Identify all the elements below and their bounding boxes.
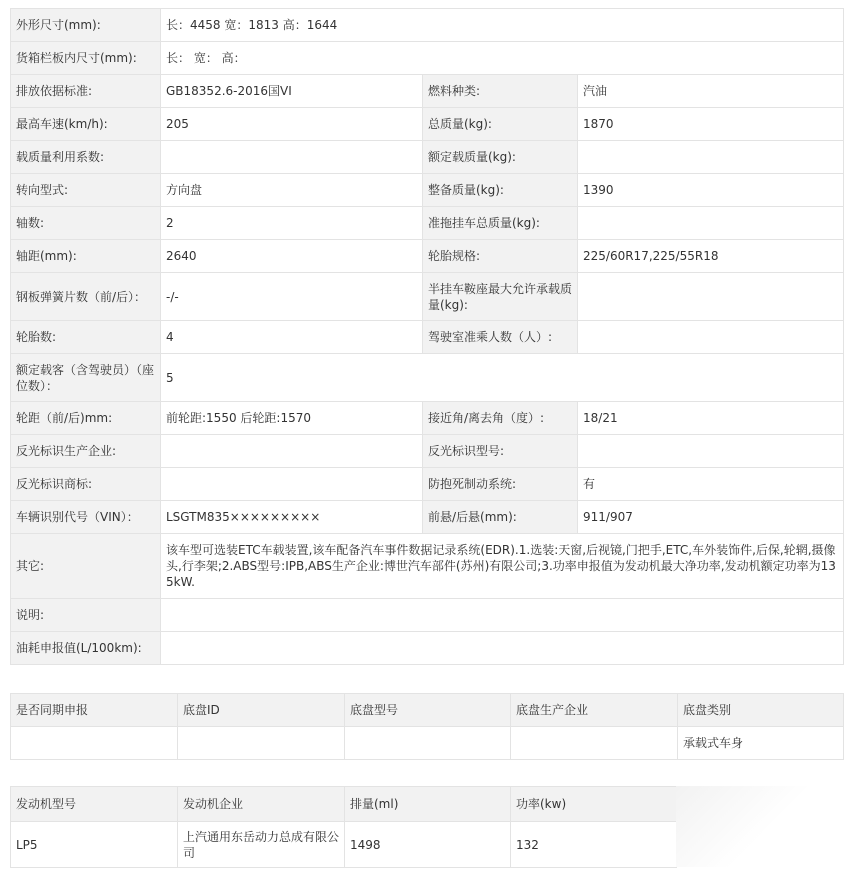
engine-displacement-value: 1498	[345, 822, 511, 868]
engine-header-power: 功率(kw)	[511, 787, 677, 822]
cab-passengers-label: 驾驶室准乘人数（人）:	[423, 321, 578, 354]
spec-row	[11, 207, 844, 240]
abs-label: 防抱死制动系统:	[423, 468, 578, 501]
rated-load-value	[578, 141, 844, 174]
table-fade-decoration	[676, 786, 843, 867]
saddle-load-label: 半挂车鞍座最大允许承载质量(kg):	[423, 273, 578, 321]
chassis-type-value: 承载式车身	[678, 727, 844, 760]
chassis-header-id: 底盘ID	[178, 694, 345, 727]
total-mass-label: 总质量(kg):	[423, 108, 578, 141]
spec-row	[11, 174, 844, 207]
spec-row	[11, 435, 844, 468]
reflect-model-value	[578, 435, 844, 468]
seats-value: 5	[161, 354, 844, 402]
spec-row	[11, 468, 844, 501]
vehicle-spec-table	[10, 8, 844, 665]
reflect-brand-value	[161, 468, 423, 501]
spec-row	[11, 273, 844, 321]
spec-row	[11, 9, 844, 42]
track-label: 轮距（前/后)mm:	[11, 402, 161, 435]
chassis-header-model: 底盘型号	[345, 694, 511, 727]
tire-spec-value: 225/60R17,225/55R18	[578, 240, 844, 273]
spec-row	[11, 240, 844, 273]
emission-label: 排放依据标准:	[11, 75, 161, 108]
spec-row	[11, 402, 844, 435]
steering-label: 转向型式:	[11, 174, 161, 207]
dimensions-value: 长：4458 宽：1813 高：1644	[161, 9, 844, 42]
steering-value: 方向盘	[161, 174, 423, 207]
tire-spec-label: 轮胎规格:	[423, 240, 578, 273]
tires-value: 4	[161, 321, 423, 354]
tires-label: 轮胎数:	[11, 321, 161, 354]
chassis-header-sync: 是否同期申报	[11, 694, 178, 727]
chassis-data-row	[11, 727, 844, 760]
overhang-label: 前悬/后悬(mm):	[423, 501, 578, 534]
total-mass-value: 1870	[578, 108, 844, 141]
reflect-brand-label: 反光标识商标:	[11, 468, 161, 501]
seats-label: 额定载客（含驾驶员）（座位数）：	[11, 354, 161, 402]
spec-row	[11, 141, 844, 174]
reflect-model-label: 反光标识型号:	[423, 435, 578, 468]
angle-label: 接近角/离去角（度）:	[423, 402, 578, 435]
top-speed-value: 205	[161, 108, 423, 141]
track-value: 前轮距:1550 后轮距:1570	[161, 402, 423, 435]
reflect-maker-value	[161, 435, 423, 468]
engine-header-displacement: 排量(ml)	[345, 787, 511, 822]
engine-power-value: 132	[511, 822, 677, 868]
engine-header-maker: 发动机企业	[178, 787, 345, 822]
wheelbase-value: 2640	[161, 240, 423, 273]
spec-row	[11, 75, 844, 108]
emission-value: GB18352.6-2016国VI	[161, 75, 423, 108]
cargo-box-value: 长： 宽： 高：	[161, 42, 844, 75]
spec-row	[11, 321, 844, 354]
chassis-sync-value	[11, 727, 178, 760]
other-label: 其它:	[11, 534, 161, 599]
note-label: 说明:	[11, 599, 161, 632]
trailer-mass-label: 准拖挂车总质量(kg):	[423, 207, 578, 240]
vin-label: 车辆识别代号（VIN）：	[11, 501, 161, 534]
axles-label: 轴数:	[11, 207, 161, 240]
axles-value: 2	[161, 207, 423, 240]
vin-value: LSGTM835×××××××××	[161, 501, 423, 534]
engine-model-value: LP5	[11, 822, 178, 868]
other-value: 该车型可选装ETC车载装置,该车配备汽车事件数据记录系统(EDR).1.选装:天窗,后视镜,门把手,ETC,车外装饰件,后保,轮辋,摄像头,行李架;2.ABS型号:IPB,ABS生产企业:博世汽车部件(苏州)有限公司;3.功率申报值为发动机最大净功率,发动机额定功率为135kW.	[161, 534, 844, 599]
rated-load-label: 额定载质量(kg):	[423, 141, 578, 174]
chassis-header-type: 底盘类别	[678, 694, 844, 727]
trailer-mass-value	[578, 207, 844, 240]
spec-row	[11, 42, 844, 75]
top-speed-label: 最高车速(km/h):	[11, 108, 161, 141]
fuel-value: 汽油	[578, 75, 844, 108]
abs-value: 有	[578, 468, 844, 501]
leaf-spring-label: 钢板弹簧片数（前/后）：	[11, 273, 161, 321]
spec-row	[11, 108, 844, 141]
load-util-label: 载质量利用系数:	[11, 141, 161, 174]
note-value	[161, 599, 844, 632]
spec-row	[11, 534, 844, 599]
dimensions-label: 外形尺寸(mm):	[11, 9, 161, 42]
saddle-load-value	[578, 273, 844, 321]
fuel-consumption-value	[161, 632, 844, 665]
spec-row	[11, 354, 844, 402]
wheelbase-label: 轴距(mm):	[11, 240, 161, 273]
fuel-label: 燃料种类:	[423, 75, 578, 108]
engine-header-model: 发动机型号	[11, 787, 178, 822]
chassis-maker-value	[511, 727, 678, 760]
fuel-consumption-label: 油耗申报值(L/100km):	[11, 632, 161, 665]
load-util-value	[161, 141, 423, 174]
chassis-id-value	[178, 727, 345, 760]
angle-value: 18/21	[578, 402, 844, 435]
reflect-maker-label: 反光标识生产企业:	[11, 435, 161, 468]
spec-row	[11, 632, 844, 665]
leaf-spring-value: -/-	[161, 273, 423, 321]
engine-header-row	[11, 787, 677, 822]
engine-maker-value: 上汽通用东岳动力总成有限公司	[178, 822, 345, 868]
curb-mass-value: 1390	[578, 174, 844, 207]
chassis-model-value	[345, 727, 511, 760]
cargo-box-label: 货箱栏板内尺寸(mm):	[11, 42, 161, 75]
engine-table	[10, 786, 677, 868]
spec-row	[11, 501, 844, 534]
curb-mass-label: 整备质量(kg):	[423, 174, 578, 207]
chassis-table	[10, 693, 844, 760]
chassis-header-row	[11, 694, 844, 727]
spec-row	[11, 599, 844, 632]
engine-data-row	[11, 822, 677, 868]
cab-passengers-value	[578, 321, 844, 354]
chassis-header-maker: 底盘生产企业	[511, 694, 678, 727]
overhang-value: 911/907	[578, 501, 844, 534]
